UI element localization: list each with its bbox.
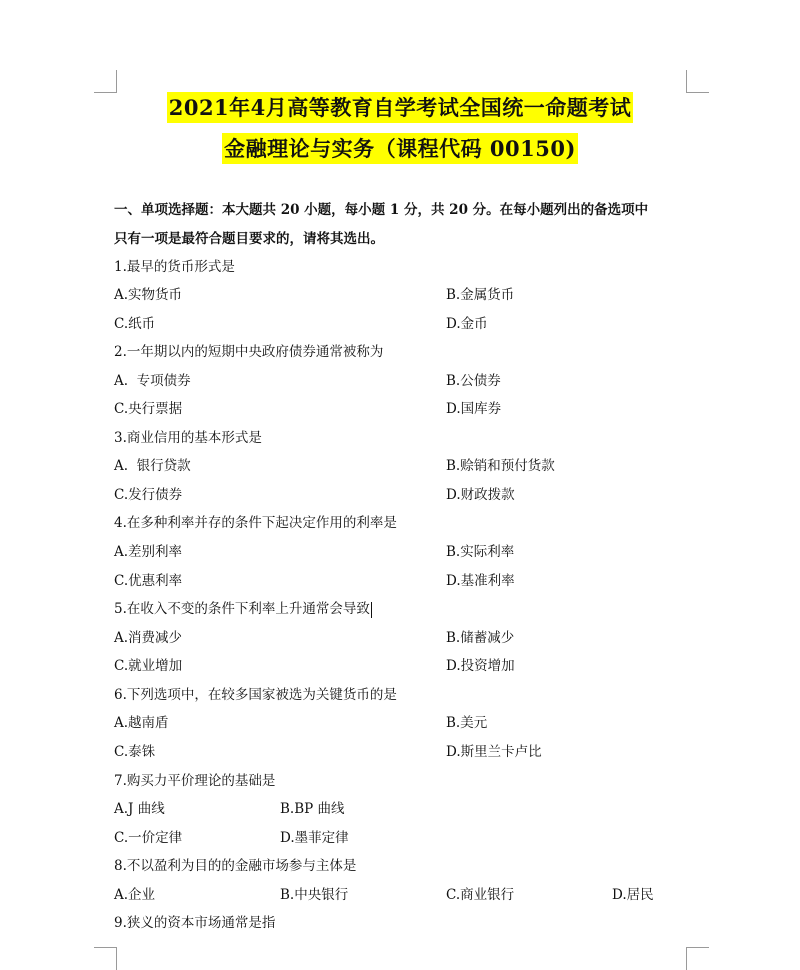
question-stem: 7.购买力平价理论的基础是	[114, 773, 276, 789]
option-b: B.赊销和预付货款	[446, 458, 555, 474]
options-row	[114, 798, 684, 820]
options-row	[114, 484, 684, 506]
option-c: C.优惠利率	[114, 573, 183, 589]
exam-title-text: 2021年4月高等教育自学考试全国统一命题考试	[167, 92, 634, 123]
option-a: A.消费减少	[114, 630, 183, 646]
options-row	[114, 884, 684, 906]
options-row	[114, 284, 684, 306]
options-row	[114, 741, 684, 763]
option-c: C.就业增加	[114, 658, 183, 674]
question-row	[114, 598, 684, 620]
option-c: C.纸币	[114, 316, 156, 332]
options-row	[114, 370, 684, 392]
question-stem: 9.狭义的资本市场通常是指	[114, 915, 276, 931]
options-row	[114, 455, 684, 477]
option-a: A.J 曲线	[114, 801, 165, 817]
option-c: C.商业银行	[446, 887, 515, 903]
question-stem: 8.不以盈利为目的的金融市场参与主体是	[114, 858, 357, 874]
page-corner-mark-top-left	[94, 70, 117, 93]
page-corner-mark-top-right	[686, 70, 709, 93]
option-d: D.金币	[446, 316, 488, 332]
option-d: D.斯里兰卡卢比	[446, 744, 542, 760]
option-a: A.实物货币	[114, 287, 183, 303]
course-title	[0, 133, 800, 163]
options-row	[114, 627, 684, 649]
option-d: D.财政拨款	[446, 487, 515, 503]
question-stem: 3.商业信用的基本形式是	[114, 430, 262, 446]
page-corner-mark-bottom-right	[686, 947, 709, 970]
option-b: B.储蓄减少	[446, 630, 515, 646]
option-c: C.泰铢	[114, 744, 156, 760]
text-cursor	[371, 602, 372, 618]
option-a: A.越南盾	[114, 715, 169, 731]
option-b: B.实际利率	[446, 544, 515, 560]
question-stem: 1.最早的货币形式是	[114, 259, 235, 275]
option-a: A.差别利率	[114, 544, 183, 560]
options-row	[114, 712, 684, 734]
option-b: B.中央银行	[280, 887, 349, 903]
options-row	[114, 570, 684, 592]
question-stem: 5.在收入不变的条件下利率上升通常会导致	[114, 601, 370, 617]
options-row	[114, 398, 684, 420]
options-row	[114, 313, 684, 335]
options-row	[114, 655, 684, 677]
option-a: A. 专项债券	[114, 373, 191, 389]
option-a: A. 银行贷款	[114, 458, 191, 474]
option-d: D.国库券	[446, 401, 502, 417]
option-d: D.基准利率	[446, 573, 515, 589]
option-a: A.企业	[114, 887, 156, 903]
option-b: B.美元	[446, 715, 488, 731]
option-d: D.投资增加	[446, 658, 515, 674]
question-stem: 6.下列选项中，在较多国家被选为关键货币的是	[114, 687, 397, 703]
option-b: B.公债券	[446, 373, 501, 389]
exam-title	[0, 92, 800, 122]
page-corner-mark-bottom-left	[94, 947, 117, 970]
option-c: C.央行票据	[114, 401, 183, 417]
option-c: C.一价定律	[114, 830, 183, 846]
options-row	[114, 541, 684, 563]
section-heading: 一、单项选择题：本大题共 20 小题，每小题 1 分，共 20 分。在每小题列出的备选项中只有一项是最符合题目要求的，请将其选出。	[114, 202, 649, 247]
course-title-text: 金融理论与实务（课程代码 00150)	[222, 133, 578, 164]
option-b: B.BP 曲线	[280, 801, 345, 817]
question-stem: 4.在多种利率并存的条件下起决定作用的利率是	[114, 515, 397, 531]
option-d: D.墨菲定律	[280, 830, 349, 846]
options-row	[114, 827, 684, 849]
option-d: D.居民	[612, 887, 654, 903]
question-stem: 2.一年期以内的短期中央政府债券通常被称为	[114, 344, 384, 360]
option-c: C.发行债券	[114, 487, 183, 503]
option-b: B.金属货币	[446, 287, 515, 303]
